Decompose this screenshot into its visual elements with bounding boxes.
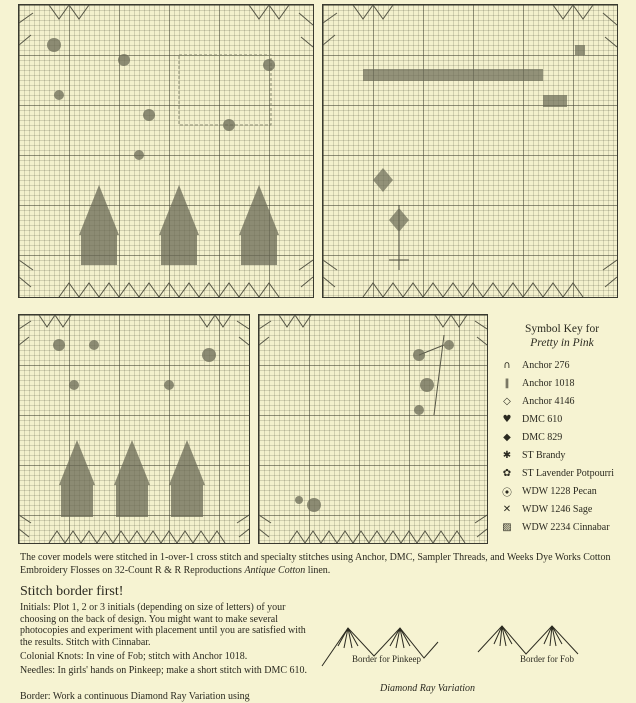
key-label: ST Lavender Potpourri [522,467,615,479]
key-symbol: ♥ [502,413,512,425]
key-symbol: ◇ [503,395,511,407]
border-label-pinkeep: Border for Pinkeep [352,654,421,664]
intro-text-prefix: The cover models were stitched in 1-over-1 cross stitch and specialty stitches using Anchor, DMC, Sampler Threads, and Weeks Dye Works Cotton Embroidery Flosses on 32-Count R & R Reproductions [20,552,611,576]
key-row [492,482,632,500]
key-label: Anchor 4146 [522,395,575,407]
key-row [492,464,632,482]
key-row [492,518,632,536]
key-symbol: ✱ [502,449,512,461]
key-row [492,410,632,428]
chart-fob-front-motifs [19,315,249,543]
chart-pinkeep-front-motifs [19,5,313,297]
instruction-border: Border: Work a continuous Diamond Ray Variation using [20,691,250,702]
border-diagrams [318,616,618,686]
key-row [492,392,632,410]
chart-pinkeep-back-motifs [323,5,617,297]
key-label: WDW 1228 Pecan [522,485,597,497]
key-label: DMC 610 [522,413,563,425]
chart-pinkeep-front [18,4,314,298]
key-row [492,446,632,464]
key-symbol: ✿ [502,467,512,479]
key-label: Anchor 1018 [522,377,575,389]
chart-fob-back-motifs [259,315,487,543]
key-label: WDW 1246 Sage [522,503,593,515]
key-label: ST Brandy [522,449,566,461]
instruction-initials: Initials: Plot 1, 2 or 3 initials (depending on size of letters) of your choosing on the back of design. You might want to make several photocopies and experiment with placement until you are satisfied with the results. Stitch with Cinnabar. [20,602,306,648]
key-symbol: ✕ [502,503,512,515]
key-label: DMC 829 [522,431,563,443]
border-label-fob: Border for Fob [520,654,574,664]
key-row [492,500,632,518]
key-label: Anchor 276 [522,359,570,371]
key-row [492,356,632,374]
intro-text-suffix: linen. [305,564,331,576]
symbol-key [492,322,632,536]
chart-fob-back [258,314,488,544]
intro-text [20,552,620,577]
border-label-variation: Diamond Ray Variation [380,683,475,694]
symbol-key-title: Symbol Key for [524,323,600,335]
intro-text-fabric: Antique Cotton [244,564,306,576]
key-symbol: ◆ [503,431,511,443]
key-symbol: ▨ [502,521,512,533]
key-symbol: ‖ [504,377,510,389]
chart-pinkeep-back [322,4,618,298]
symbol-key-subtitle: Pretty in Pink [530,337,594,349]
key-row [492,374,632,392]
key-row [492,428,632,446]
chart-fob-front [18,314,250,544]
section-heading: Stitch border first! [20,584,124,599]
instruction-needles: Needles: In girls' hands on Pinkeep; make a short stitch with DMC 610. [20,665,308,676]
key-symbol: ⦿ [502,487,512,499]
key-label: WDW 2234 Cinnabar [522,521,610,533]
instruction-colonial-knots: Colonial Knots: In vine of Fob; stitch with Anchor 1018. [20,651,248,662]
key-symbol: ∩ [503,359,511,371]
